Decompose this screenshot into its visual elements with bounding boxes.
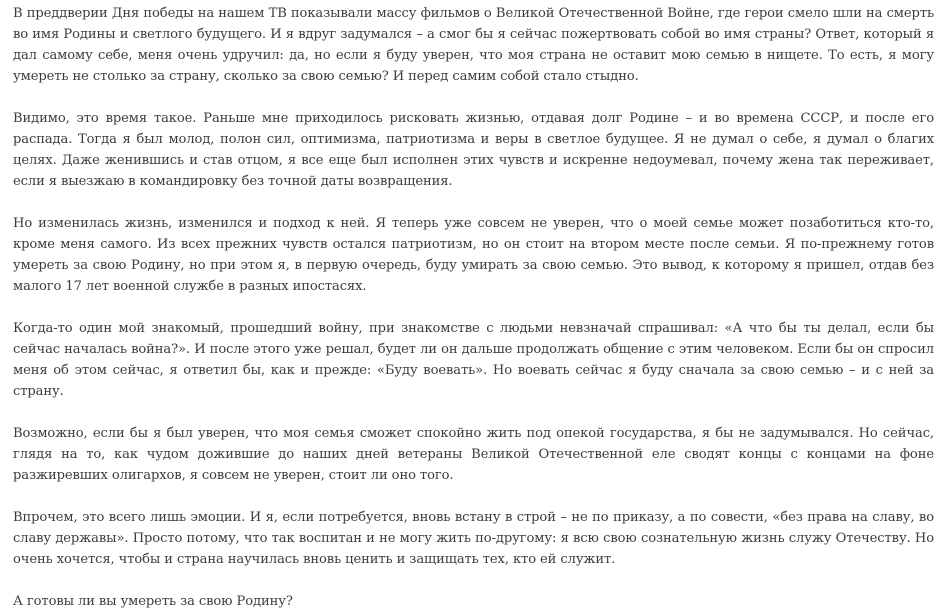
article-paragraph: Видимо, это время такое. Раньше мне приходилось рисковать жизнью, отдавая долг Родине – и во времена СССР, и после его распада. Тогда я был молод, полон сил, оптимизма, патриотизма и веры в светлое будущее. Я не думал о себе, я думал о благих целях. Даже женившись и став отцом, я все еще был исполнен этих чувств и искренне недоумевал, почему жена так переживает, если я выезжаю в командировку без точной даты возвращения.	[13, 111, 934, 189]
article-paragraph: Впрочем, это всего лишь эмоции. И я, если потребуется, вновь встану в строй – не по приказу, а по совести, «без права на славу, во славу державы». Просто потому, что так воспитан и не могу жить по-другому: я всю свою сознательную жизнь служу Отечеству. Но очень хочется, чтобы и страна научилась вновь ценить и защищать тех, кто ей служит.	[13, 510, 934, 567]
article-closing-question: А готовы ли вы умереть за свою Родину?	[13, 594, 293, 609]
article-paragraph: В преддверии Дня победы на нашем ТВ показывали массу фильмов о Великой Отечественной Войне, где герои смело шли на смерть во имя Родины и светлого будущего. И я вдруг задумался – а смог бы я сейчас пожертвовать собой во имя страны? Ответ, который я дал самому себе, меня очень удручил: да, но если я буду уверен, что моя страна не оставит мою семью в нищете. То есть, я могу умереть не столько за страну, сколько за свою семью? И перед самим собой стало стыдно.	[13, 6, 934, 84]
article-paragraph: Но изменилась жизнь, изменился и подход к ней. Я теперь уже совсем не уверен, что о моей семье может позаботиться кто-то, кроме меня самого. Из всех прежних чувств остался патриотизм, но он стоит на втором месте после семьи. Я по-прежнему готов умереть за свою Родину, но при этом я, в первую очередь, буду умирать за свою семью. Это вывод, к которому я пришел, отдав без малого 17 лет военной службе в разных ипостасях.	[13, 216, 934, 294]
article-paragraph: Возможно, если бы я был уверен, что моя семья сможет спокойно жить под опекой государства, я бы не задумывался. Но сейчас, глядя на то, как чудом дожившие до наших дней ветераны Великой Отечественной еле сводят концы с концами на фоне разжиревших олигархов, я совсем не уверен, стоит ли оно того.	[13, 426, 934, 483]
article-paragraph: Когда-то один мой знакомый, прошедший войну, при знакомстве с людьми невзначай спрашивал: «А что бы ты делал, если бы сейчас началась война?». И после этого уже решал, будет ли он дальше продолжать общение с этим человеком. Если бы он спросил меня об этом сейчас, я ответил бы, как и прежде: «Буду воевать». Но воевать сейчас я буду сначала за свою семью – и с ней за страну.	[13, 321, 934, 399]
